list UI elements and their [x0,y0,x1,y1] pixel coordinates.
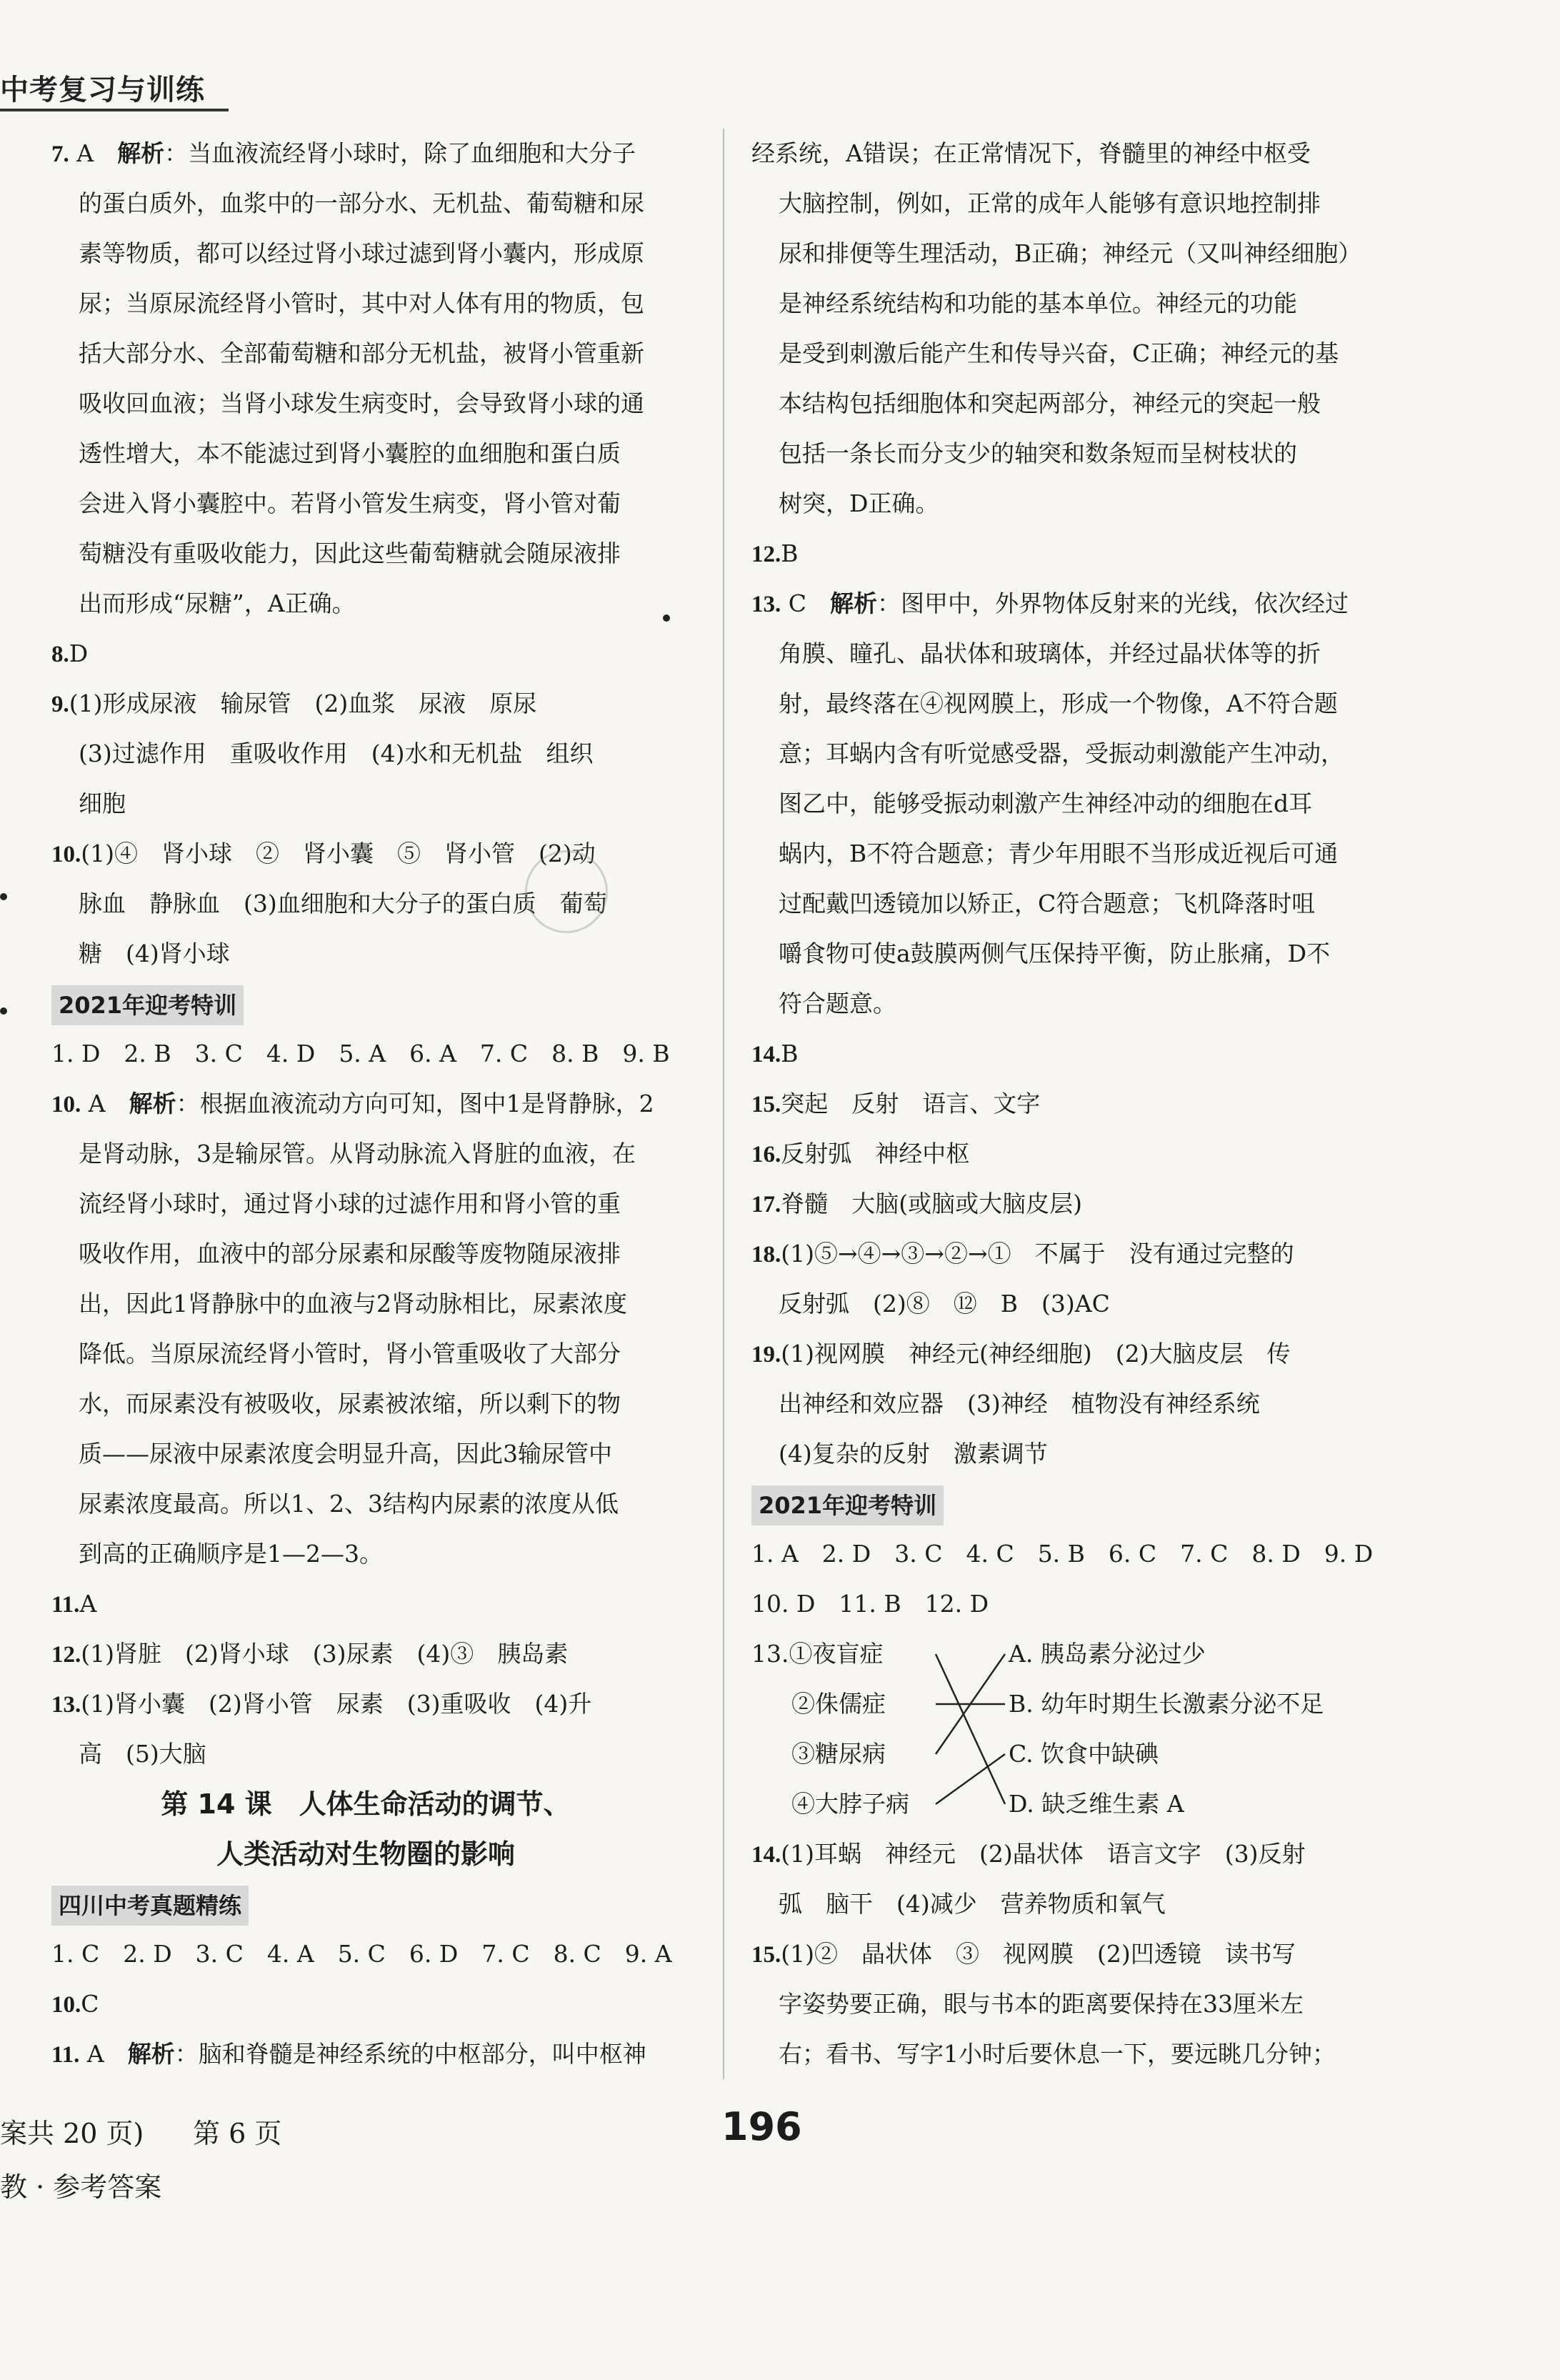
answer-7-line: 会进入肾小囊腔中。若肾小管发生病变，肾小管对葡 [79,489,621,517]
answer-7-line: 萄糖没有重吸收能力，因此这些葡萄糖就会随尿液排 [79,539,621,567]
answer-13r-line: 蜗内，B不符合题意；青少年用眼不当形成近视后可通 [779,840,1339,867]
mc-answers-3b: 10. D 11. B 12. D [751,1590,989,1618]
answer-10b-line: 质——尿液中尿素浓度会明显升高，因此3输尿管中 [79,1440,612,1468]
answer-19r-line: 出神经和效应器 (3)神经 植物没有神经系统 [779,1390,1260,1418]
ink-dot [663,614,670,622]
answer-10b-line: 吸收作用，血液中的部分尿素和尿酸等废物随尿液排 [79,1240,621,1268]
answer-11-continued-line: 大脑控制，例如，正常的成年人能够有意识地控制排 [779,189,1321,217]
answer-11-continued-line: 是受到刺激后能产生和传导兴奋，C正确；神经元的基 [779,339,1339,367]
match-right-item: C. 饮食中缺碘 [1009,1740,1159,1768]
answer-15b-line: 15.(1)② 晶状体 ③ 视网膜 (2)凹透镜 读书写 [751,1940,1296,1968]
footer-page-number: 第 6 页 [193,2118,282,2149]
matching-question-13 [751,1629,1380,1829]
answer-17r: 17.脊髓 大脑(或脑或大脑皮层) [751,1190,1082,1218]
answer-13-line: 13.(1)肾小囊 (2)肾小管 尿素 (3)重吸收 (4)升 [51,1690,592,1718]
answer-12r: 12.B [751,539,799,567]
match-left-item: ③糖尿病 [791,1740,886,1768]
answer-10b-line: 出，因此1肾静脉中的血液与2肾动脉相比，尿素浓度 [79,1290,627,1318]
answer-18r-line: 18.(1)⑤→④→③→②→① 不属于 没有通过完整的 [751,1240,1294,1268]
answer-13r-line: 意；耳蜗内含有听觉感受器，受振动刺激能产生冲动， [779,740,1344,767]
answer-11-continued-line: 是神经系统结构和功能的基本单位。神经元的功能 [779,289,1297,317]
answer-9-line: 细胞 [79,790,126,817]
answer-10b-line: 降低。当原尿流经肾小管时，肾小管重吸收了大部分 [79,1340,621,1368]
margin-mark [0,1007,7,1015]
lesson-title-line-2: 人类活动对生物圈的影响 [216,1838,515,1870]
answer-11: 11.A [51,1590,97,1618]
answer-9-line: 9.(1)形成尿液 输尿管 (2)血浆 尿液 原尿 [51,689,537,717]
answer-11-continued-line: 经系统，A错误；在正常情况下，脊髓里的神经中枢受 [751,139,1311,167]
match-row: 13.①夜盲症 A. 胰岛素分泌过少 [751,1629,1380,1679]
answer-7-line: 吸收回血液；当肾小球发生病变时，会导致肾小球的通 [79,389,644,417]
answer-7-line: 尿；当原尿流经肾小管时，其中对人体有用的物质，包 [79,289,644,317]
match-row [751,1729,1380,1779]
header-title: 中考复习与训练 [0,74,205,106]
match-right-item: D. 缺乏维生素 A [1009,1790,1184,1818]
margin-mark [0,893,7,900]
answer-11-continued-line: 本结构包括细胞体和突起两部分，神经元的突起一般 [779,389,1321,417]
page-header [0,59,236,114]
match-left-item: ②侏儒症 [791,1690,886,1718]
answer-13r-line: 符合题意。 [779,990,896,1017]
answer-10b-line: 到高的正确顺序是1—2—3。 [79,1540,383,1568]
answer-10c: 10.C [51,1990,99,2018]
section-tag-2021: 2021年迎考特训 [51,985,244,1025]
answer-9-line: (3)过滤作用 重吸收作用 (4)水和无机盐 组织 [79,740,594,767]
answer-10b-line: 10. A 解析：根据血液流动方向可知，图中1是肾静脉，2 [51,1090,654,1117]
match-right-item: B. 幼年时期生长激素分泌不足 [1009,1690,1324,1718]
answer-13r-line: 嚼食物可使a鼓膜两侧气压保持平衡，防止胀痛，D不 [779,940,1331,967]
mc-answers-2: 1. C 2. D 3. C 4. A 5. C 6. D 7. C 8. C 9. A [51,1940,672,1968]
answer-13r-line: 角膜、瞳孔、晶状体和玻璃体，并经过晶状体等的折 [779,639,1321,667]
match-row [751,1779,1380,1829]
section-tag-2021-right: 2021年迎考特训 [751,1485,944,1525]
answer-10-line: 脉血 静脉血 (3)血细胞和大分子的蛋白质 葡萄 [79,890,607,917]
answer-15b-line: 字姿势要正确，眼与书本的距离要保持在33厘米左 [779,1990,1304,2018]
answer-7-line: 括大部分水、全部葡萄糖和部分无机盐，被肾小管重新 [79,339,644,367]
answer-11b: 11. A 解析：脑和脊髓是神经系统的中枢部分，叫中枢神 [51,2040,646,2068]
answer-15r: 15.突起 反射 语言、文字 [751,1090,1041,1117]
answer-11-continued-line: 树突，D正确。 [779,489,939,517]
answer-10-line: 10.(1)④ 肾小球 ② 肾小囊 ⑤ 肾小管 (2)动 [51,840,596,867]
answer-14b-line: 弧 脑干 (4)减少 营养物质和氧气 [779,1890,1166,1918]
answer-15b-line: 右；看书、写字1小时后要休息一下，要远眺几分钟； [779,2040,1336,2068]
answer-19r-line: 19.(1)视网膜 神经元(神经细胞) (2)大脑皮层 传 [751,1340,1291,1368]
answer-7-line: 出而形成“尿糖”，A正确。 [79,589,356,617]
answer-10b-line: 水，而尿素没有被吸收，尿素被浓缩，所以剩下的物 [79,1390,621,1418]
left-column [51,129,680,2079]
answer-10b-line: 流经肾小球时，通过肾小球的过滤作用和肾小管的重 [79,1190,621,1218]
match-left-item: ④大脖子病 [791,1790,909,1818]
answer-10b-line: 尿素浓度最高。所以1、2、3结构内尿素的浓度从低 [79,1490,619,1518]
page-number: 196 [721,2104,802,2149]
match-left-item: ①夜盲症 [789,1640,884,1668]
answer-13r-line: 过配戴凹透镜加以矫正，C符合题意；飞机降落时咀 [779,890,1316,917]
footer-brand: 教 · 参考答案 [0,2171,162,2203]
answer-10-line: 糖 (4)肾小球 [79,940,230,967]
answer-11-continued-line: 包括一条长而分支少的轴突和数条短而呈树枝状的 [779,439,1297,467]
match-right-item: A. 胰岛素分泌过少 [1009,1640,1206,1668]
lesson-title-line-1: 第 14 课 人体生命活动的调节、 [161,1788,571,1820]
answer-14b-line: 14.(1)耳蜗 神经元 (2)晶状体 语言文字 (3)反射 [751,1840,1306,1868]
answer-16r: 16.反射弧 神经中枢 [751,1140,970,1167]
answer-7-line: 素等物质，都可以经过肾小球过滤到肾小囊内，形成原 [79,239,644,267]
watermark-stamp [525,850,608,933]
answer-7-line: 7. A 解析：当血液流经肾小球时，除了血细胞和大分子 [51,139,636,167]
answer-8: 8.D [51,639,89,667]
answer-13-line: 高 (5)大脑 [79,1740,206,1768]
answer-13r-line: 射，最终落在④视网膜上，形成一个物像，A不符合题 [779,689,1338,717]
answer-7-line: 透性增大，本不能滤过到肾小囊腔的血细胞和蛋白质 [79,439,621,467]
mc-answers-1: 1. D 2. B 3. C 4. D 5. A 6. A 7. C 8. B 9. B [51,1040,670,1067]
mc-answers-3a: 1. A 2. D 3. C 4. C 5. B 6. C 7. C 8. D 9. D [751,1540,1374,1568]
footer-page-count: 案共 20 页) [0,2118,144,2149]
right-column [751,129,1380,2079]
answer-13r-line: 图乙中，能够受振动刺激产生神经冲动的细胞在d耳 [779,790,1313,817]
answer-13r-line: 13. C 解析：图甲中，外界物体反射来的光线，依次经过 [751,589,1349,617]
header-rule [0,109,229,111]
answer-19r-line: (4)复杂的反射 激素调节 [779,1440,1048,1468]
answer-10b-line: 是肾动脉，3是输尿管。从肾动脉流入肾脏的血液，在 [79,1140,636,1167]
answer-18r-line: 反射弧 (2)⑧ ⑫ B (3)AC [779,1290,1110,1318]
section-tag-sichuan: 四川中考真题精练 [51,1886,249,1926]
answer-11-continued-line: 尿和排便等生理活动，B正确；神经元（又叫神经细胞） [779,239,1362,267]
answer-14r: 14.B [751,1040,799,1067]
answer-7-line: 的蛋白质外，血浆中的一部分水、无机盐、葡萄糖和尿 [79,189,644,217]
column-divider [723,129,724,2079]
answer-12: 12.(1)肾脏 (2)肾小球 (3)尿素 (4)③ 胰岛素 [51,1640,569,1668]
match-row [751,1679,1380,1729]
